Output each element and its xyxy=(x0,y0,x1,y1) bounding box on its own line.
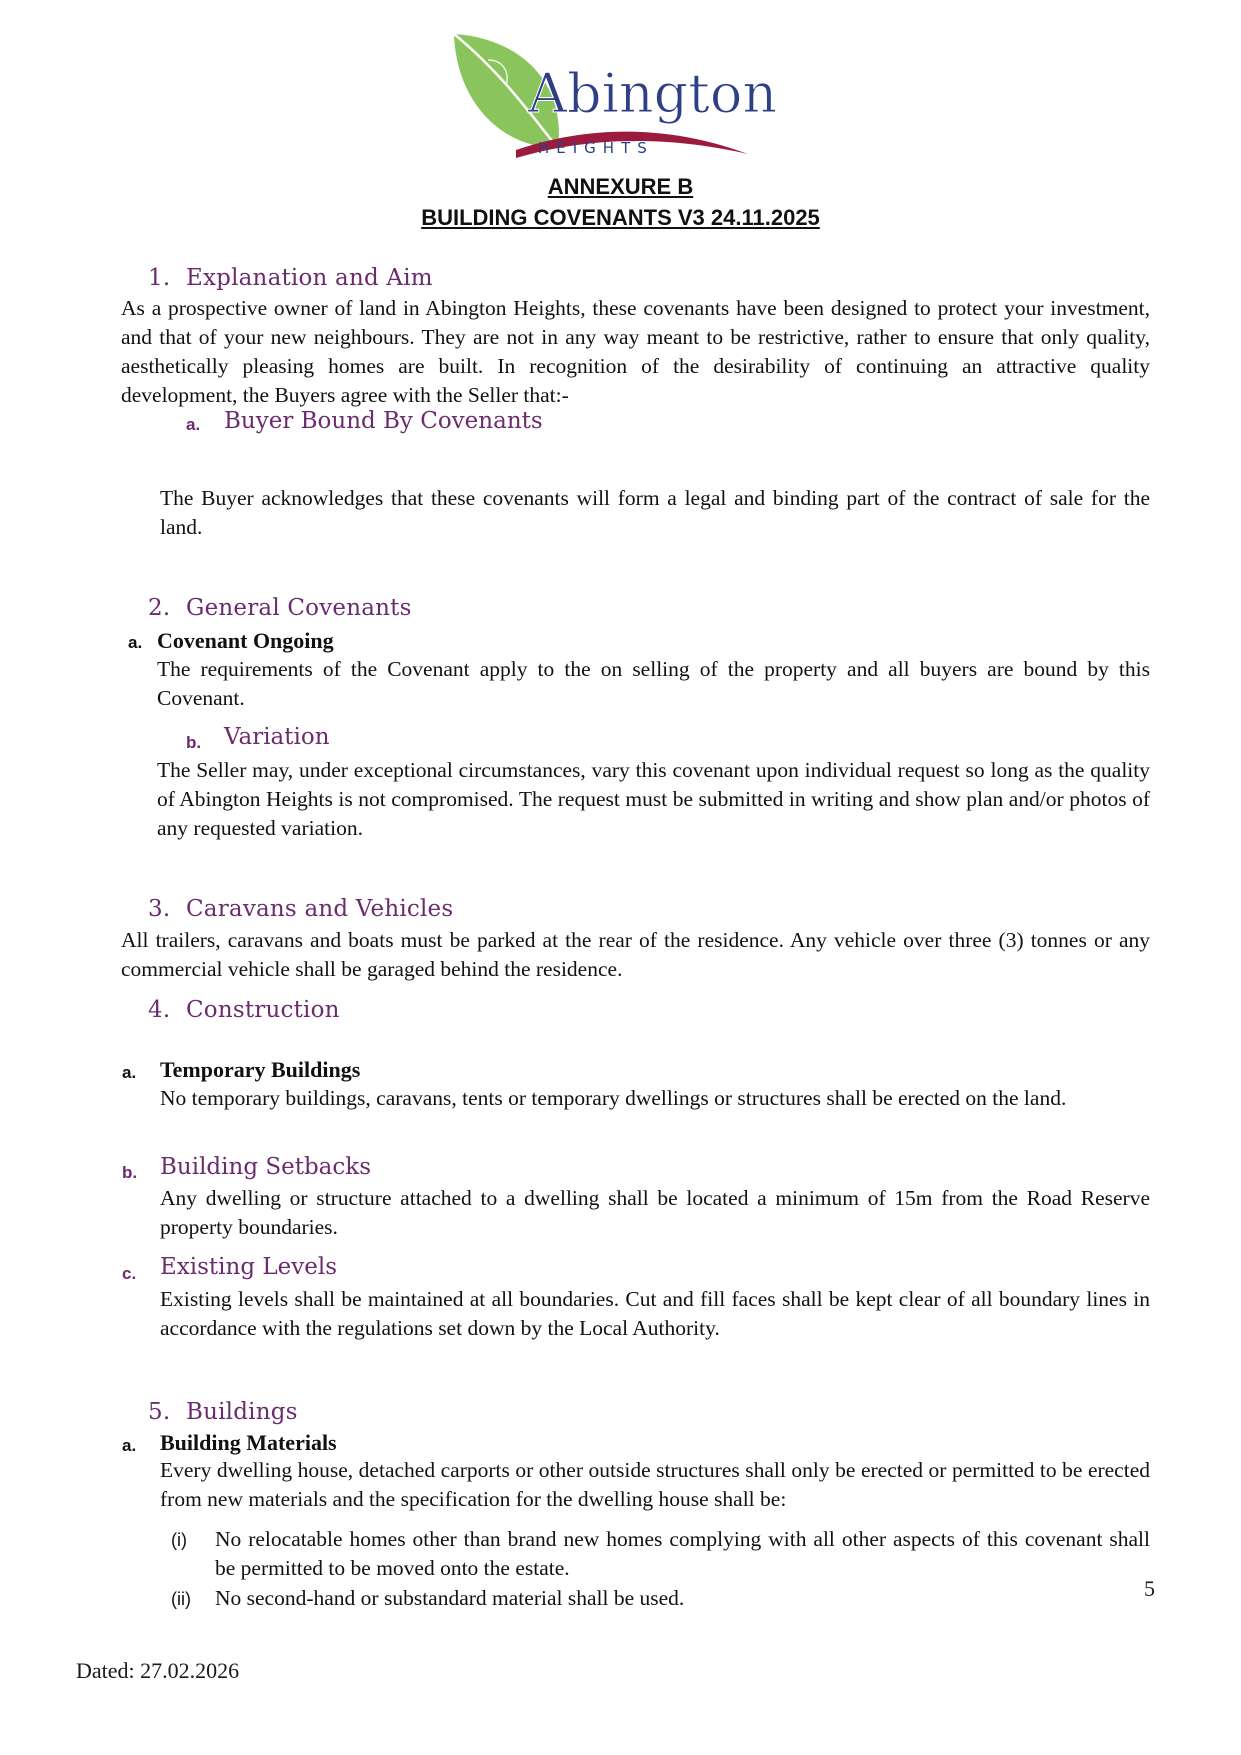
section-2a-body: The requirements of the Covenant apply to the on selling of the property and all buyers are bound by this Covenant. xyxy=(157,657,1150,710)
section-4b-marker: b. xyxy=(122,1163,138,1182)
section-5-title: Buildings xyxy=(186,1399,298,1425)
section-2b-marker: b. xyxy=(186,733,202,752)
section-4a-marker: a. xyxy=(122,1063,137,1082)
section-2a-marker: a. xyxy=(128,633,143,652)
section-2-number: 2. xyxy=(148,595,171,621)
logo-tagline-text: HEIGHTS xyxy=(538,139,654,157)
section-5a-item-1-marker: (i) xyxy=(171,1530,187,1550)
section-2b-title: Variation xyxy=(224,724,330,750)
section-4a-title: Temporary Buildings xyxy=(160,1057,361,1082)
section-4-title: Construction xyxy=(186,997,340,1023)
section-5-number: 5. xyxy=(148,1399,171,1425)
abington-heights-logo xyxy=(448,30,788,175)
section-1-heading xyxy=(148,265,433,291)
annexure-heading: ANNEXURE B xyxy=(547,174,694,199)
section-1a-marker: a. xyxy=(186,415,201,434)
section-5a-item-1-text: No relocatable homes other than brand new homes complying with all other aspects of this covenant shall be permitted to be moved onto the estate. xyxy=(215,1527,1150,1580)
section-5a-body: Every dwelling house, detached carports or other outside structures shall only be erected or permitted to be erected from new materials and the specification for the dwelling house shall be: xyxy=(160,1458,1150,1511)
section-1-body: As a prospective owner of land in Abington Heights, these covenants have been designed to protect your investment, and that of your new neighbours. They are not in any way meant to be restrictive, rather to ensure that only quality, aesthetically pleasing homes are built. In recognition of the desirability of continuing an attractive quality development, the Buyers agree with the Seller that:- xyxy=(121,296,1150,407)
section-2a-title: Covenant Ongoing xyxy=(157,628,334,653)
section-5a-item-2-text: No second-hand or substandard material shall be used. xyxy=(215,1586,685,1610)
section-4b-body: Any dwelling or structure attached to a dwelling shall be located a minimum of 15m from the Road Reserve property boundaries. xyxy=(160,1186,1150,1239)
dated-footer: Dated: 27.02.2026 xyxy=(76,1658,240,1683)
section-3-body: All trailers, caravans and boats must be parked at the rear of the residence. Any vehicle over three (3) tonnes or any commercial vehicle shall be garaged behind the residence. xyxy=(121,928,1150,981)
document-subtitle: BUILDING COVENANTS V3 24.11.2025 xyxy=(421,205,820,230)
section-5a-item-2-marker: (ii) xyxy=(171,1589,191,1609)
section-1-number: 1. xyxy=(148,265,171,291)
section-5-heading xyxy=(148,1399,298,1425)
section-4a-body: No temporary buildings, caravans, tents or temporary dwellings or structures shall be erected on the land. xyxy=(160,1086,1067,1110)
section-4c-marker: c. xyxy=(122,1264,137,1283)
section-5a-marker: a. xyxy=(122,1436,137,1455)
logo-brand-text: Abington xyxy=(528,62,778,125)
section-3-title: Caravans and Vehicles xyxy=(186,896,454,922)
section-5a-title: Building Materials xyxy=(160,1430,337,1455)
section-2b-body: The Seller may, under exceptional circumstances, vary this covenant upon individual request so long as the quality of Abington Heights is not compromised. The request must be submitted in writing and show plan and/or photos of any requested variation. xyxy=(157,758,1150,840)
section-2-title: General Covenants xyxy=(186,595,412,621)
section-2-heading xyxy=(148,595,412,621)
section-4-number: 4. xyxy=(148,997,171,1023)
section-4b-title: Building Setbacks xyxy=(160,1154,372,1180)
section-3-heading xyxy=(148,896,453,922)
section-1-title: Explanation and Aim xyxy=(186,265,433,291)
section-4-heading xyxy=(148,997,340,1023)
section-1a-title: Buyer Bound By Covenants xyxy=(224,408,543,434)
section-1a-body: The Buyer acknowledges that these covenants will form a legal and binding part of the contract of sale for the land. xyxy=(160,486,1150,539)
page-number: 5 xyxy=(1144,1576,1155,1601)
section-4c-title: Existing Levels xyxy=(160,1254,338,1280)
section-3-number: 3. xyxy=(148,896,171,922)
section-4c-body: Existing levels shall be maintained at all boundaries. Cut and fill faces shall be kept clear of all boundary lines in accordance with the regulations set down by the Local Authority. xyxy=(160,1287,1150,1340)
